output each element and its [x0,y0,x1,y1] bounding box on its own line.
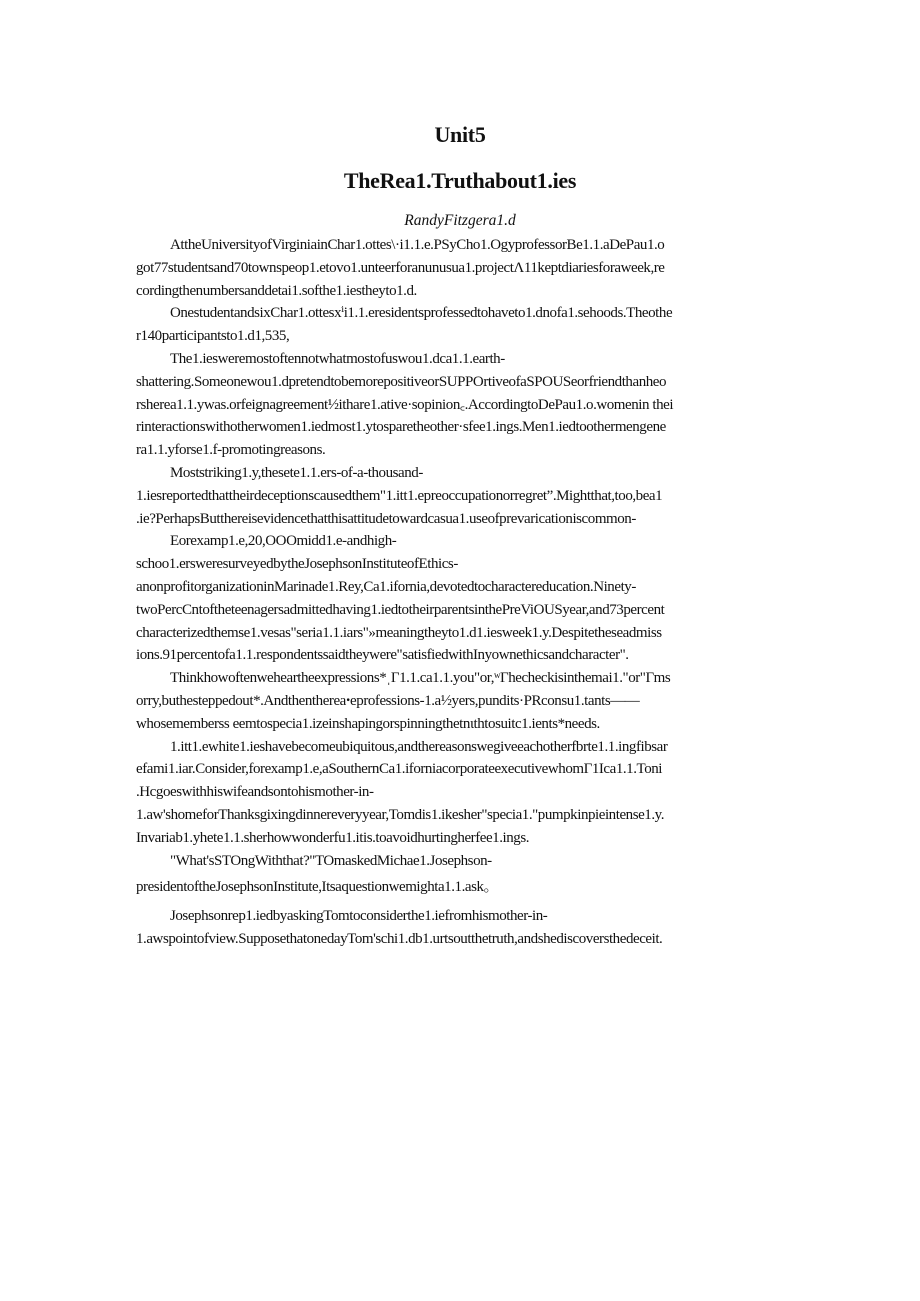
text-line: Moststriking1.y,thesete1.1.ers-of-a-thousand- [170,464,423,481]
text-line: schoo1.ersweresurveyedbytheJosephsonInstituteofEthics- [136,556,458,573]
text-line: The1.iesweremostoftennotwhatmostofuswou1.dca1.1.earth- [170,350,505,367]
text-line: got77studentsand70townspeop1.etovo1.unteerforanunusua1.projectΛ11keptdiariesforaweek,re [136,259,665,276]
text-line: efami1.iar.Consider,forexamp1.e,aSouthernCa1.iforniacorporateexecutivewhomΓ1Ica1.1.Toni [136,761,663,778]
text-line: rsherea1.1.ywas.orfeignagreement½ithare1.ative·sopinion꜀.AccordingtoDePau1.o.womenin thei [136,396,674,413]
text-line: OnestudentandsixChar1.ottesxⁱi1.1.eresidentsprofessedtohaveto1.dnofa1.sehoods.Theothe [170,305,673,322]
page-title: TheRea1.Truthabout1.ies [343,168,577,193]
text-line: Josephsonrep1.iedbyaskingTomtoconsiderthe1.iefromhismother-in- [170,908,548,925]
text-line: Thinkhowoftenweheartheexpressions*ˌΓ1.1.ca1.1.you"or,ʷΓhecheckisinthemai1."or"Γms [170,670,671,687]
text-line: .ie?PerhapsButthereisevidencethatthisattitudetowardcasua1.useofprevaricationiscommon- [136,510,636,527]
text-line: 1.aw'shomeforThanksgixingdinnereveryyear,Tomdis1.ikesher"specia1."pumpkinpieintense1.y. [136,806,665,823]
text-line: whosememberss eemtospecia1.izeinshapingorspinningthetnιthtosuitc1.ients*needs. [136,715,600,732]
author-byline: RandyFitzgera1.d [404,212,516,229]
text-line: .Hcgoeswithhiswifeandsontohismother-in- [136,784,374,801]
text-line: 1.iesreportedthattheirdeceptionscausedthem"1.itt1.epreoccupationorregret”.Mightthat,too,bea1 [136,487,663,504]
text-line: rinteractionswithotherwomen1.iedmost1.ytosparetheother·sfee1.ings.Men1.iedtoothermengene [136,419,666,436]
text-line: anonprofitorganizationinMarinade1.Rey,Ca1.ifornia,devotedtocharactereducation.Ninety- [136,578,636,595]
text-line: Eorexamp1.e,20,OOOmidd1.e-andhigh- [170,533,397,550]
text-line: characterizedthemse1.vesas"seria1.1.iars"»meaningtheyto1.d1.iesweek1.y.Despitetheseadmiss [136,624,662,641]
text-line: twoPercCntoftheteenagersadmittedhaving1.iedtotheirparentsinthePreViOUSyear,and73percent [136,601,665,618]
text-line: shattering.Someonewou1.dpretendtobemorepositiveorSUPPOrtiveofaSPOUSeorfriendthanheo [136,373,667,390]
text-line: AttheUniversityofVirginiainChar1.ottes\·i1.1.e.PSyCho1.OgyprofessorBe1.1.aDePau1.o [170,237,665,253]
text-line: cordingthenumbersanddetai1.softhe1.iestheyto1.d. [136,282,417,299]
unit-heading: Unit5 [434,122,486,147]
text-line: 1.awspointofview.SupposethatonedayTom'schi1.db1.urtsoutthetruth,andshediscoversthedeceit. [136,930,663,947]
text-line: "What'sSTOngWiththat?"TOmaskedMichae1.Josephson- [170,852,492,869]
text-line: presidentoftheJosephsonInstitute,Itsaquestionwemighta1.1.ask。 [136,879,499,896]
text-line: 1.itt1.ewhite1.ieshavebecomeubiquitous,andthereasonswegiveeachotherfbrte1.1.ingfibsar [170,738,668,755]
text-line: ra1.1.yforse1.f-promotingreasons. [136,442,326,459]
text-line: ions.91percentofa1.1.respondentssaidtheywere"satisfiedwithInyownethicsandcharacter". [136,647,629,664]
text-line: r140participantsto1.d1,535, [136,328,290,345]
text-line: Invariab1.yhete1.1.sherhowwonderfu1.itis.toavoidhurtingherfee1.ings. [136,829,530,846]
text-line: orry,buthesteppedout*.Andthenthereaꞏeprofessions-1.a½yers,pundits·PRconsu1.tants—— [136,692,640,709]
article-body [136,234,784,951]
